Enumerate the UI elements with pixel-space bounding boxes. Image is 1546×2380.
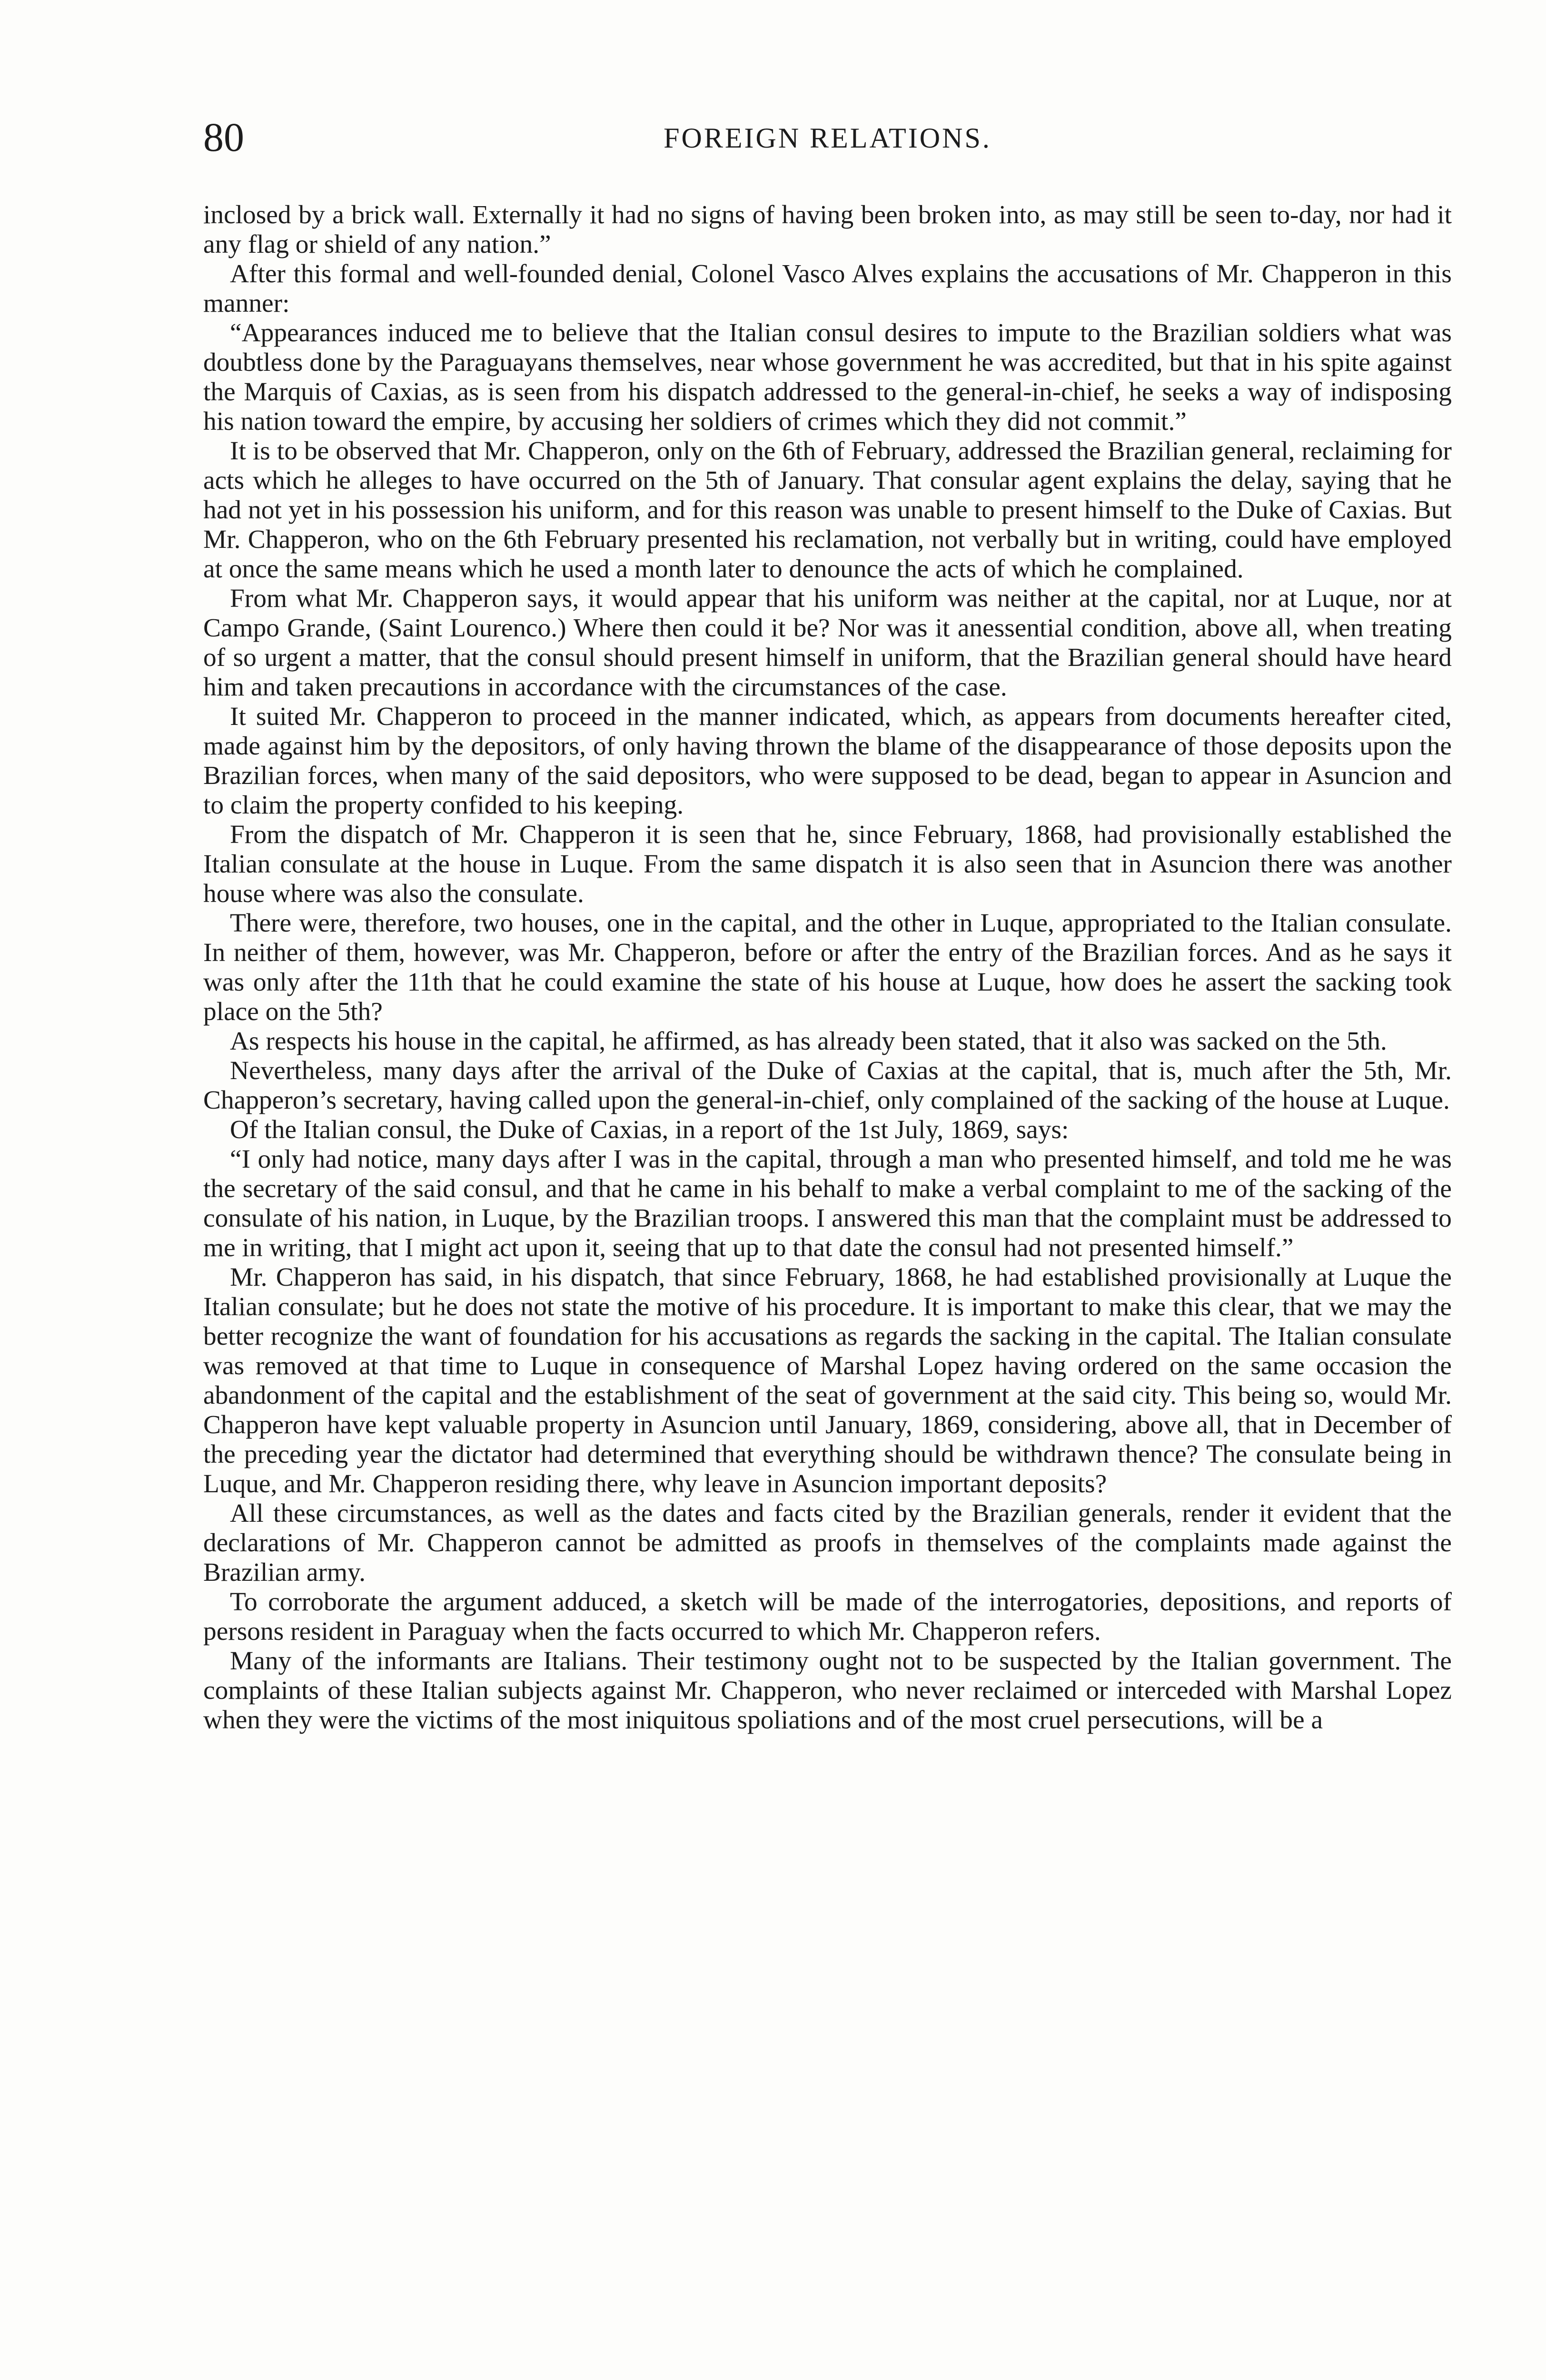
paragraph: Nevertheless, many days after the arrival of the Duke of Caxias at the capital, that is, much after the 5th, Mr. Chapperon’s secretary, having called upon the general-in-chief, only complained of the sacking of the house at Luque. xyxy=(203,1056,1452,1114)
paragraph: It suited Mr. Chapperon to proceed in the manner indicated, which, as appears from documents hereafter cited, made against him by the depositors, of only having thrown the blame of the disappearance of those deposits upon the Brazilian forces, when many of the said depositors, who were supposed to be dead, began to appear in Asuncion and to claim the property confided to his keeping. xyxy=(203,702,1452,819)
paragraph: There were, therefore, two houses, one in the capital, and the other in Luque, appropriated to the Italian consulate. In neither of them, however, was Mr. Chapperon, before or after the entry of the Brazilian forces. And as he says it was only after the 11th that he could examine the state of his house at Luque, how does he assert the sacking took place on the 5th? xyxy=(203,908,1452,1026)
quoted-paragraph: “I only had notice, many days after I was in the capital, through a man who presented himself, and told me he was the secretary of the said consul, and that he came in his behalf to make a verbal complaint to me of the sacking of the consulate of his nation, in Luque, by the Brazilian troops. I answered this man that the complaint must be addressed to me in writing, that I might act upon it, seeing that up to that date the consul had not presented himself.” xyxy=(203,1144,1452,1262)
paragraph: From what Mr. Chapperon says, it would appear that his uniform was neither at the capital, nor at Luque, nor at Campo Grande, (Saint Lourenco.) Where then could it be? Nor was it anessential condition, above all, when treating of so urgent a matter, that the consul should present himself in uniform, that the Brazilian general should have heard him and taken precautions in accordance with the circumstances of the case. xyxy=(203,584,1452,701)
paragraph: All these circumstances, as well as the dates and facts cited by the Brazilian generals, render it evident that the declarations of Mr. Chapperon cannot be admitted as proofs in themselves of the complaints made against the Brazilian army. xyxy=(203,1498,1452,1587)
page-number: 80 xyxy=(203,114,244,160)
paragraph: From the dispatch of Mr. Chapperon it is seen that he, since February, 1868, had provisionally established the Italian consulate at the house in Luque. From the same dispatch it is also seen that in Asuncion there was another house where was also the consulate. xyxy=(203,820,1452,908)
paragraph: As respects his house in the capital, he affirmed, as has already been stated, that it also was sacked on the 5th. xyxy=(230,1026,1387,1055)
paragraph: After this formal and well-founded denial, Colonel Vasco Alves explains the accusations of Mr. Chapperon in this manner: xyxy=(203,259,1452,317)
page-header xyxy=(203,113,1452,166)
paragraph: To corroborate the argument adduced, a sketch will be made of the interrogatories, depositions, and reports of persons resident in Paraguay when the facts occurred to which Mr. Chapperon refers. xyxy=(203,1587,1452,1646)
paragraph: inclosed by a brick wall. Externally it had no signs of having been broken into, as may still be seen to-day, nor had it any flag or shield of any nation.” xyxy=(203,200,1452,258)
running-head: FOREIGN RELATIONS. xyxy=(664,122,991,154)
paragraph: Mr. Chapperon has said, in his dispatch, that since February, 1868, he had established provisionally at Luque the Italian consulate; but he does not state the motive of his procedure. It is important to make this clear, that we may the better recognize the want of foundation for his accusations as regards the sacking in the capital. The Italian consulate was removed at that time to Luque in consequence of Marshal Lopez having ordered on the same occasion the abandonment of the capital and the establishment of the seat of government at the said city. This being so, would Mr. Chapperon have kept valuable property in Asuncion until January, 1869, considering, above all, that in December of the preceding year the dictator had determined that everything should be withdrawn thence? The consulate being in Luque, and Mr. Chapperon residing there, why leave in Asuncion important deposits? xyxy=(203,1262,1452,1498)
quoted-paragraph: “Appearances induced me to believe that the Italian consul desires to impute to the Brazilian soldiers what was doubtless done by the Paraguayans themselves, near whose government he was accredited, but that in his spite against the Marquis of Caxias, as is seen from his dispatch addressed to the general-in-chief, he seeks a way of indisposing his nation toward the empire, by accusing her soldiers of crimes which they did not commit.” xyxy=(203,318,1452,436)
paragraph: Many of the informants are Italians. Their testimony ought not to be suspected by the Italian government. The complaints of these Italian subjects against Mr. Chapperon, who never reclaimed or interceded with Marshal Lopez when they were the victims of the most iniquitous spoliations and of the most cruel persecutions, will be a xyxy=(203,1646,1452,1734)
paragraph: Of the Italian consul, the Duke of Caxias, in a report of the 1st July, 1869, says: xyxy=(230,1115,1069,1144)
paragraph: It is to be observed that Mr. Chapperon, only on the 6th of February, addressed the Brazilian general, reclaiming for acts which he alleges to have occurred on the 5th of January. That consular agent explains the delay, saying that he had not yet in his possession his uniform, and for this reason was unable to present himself to the Duke of Caxias. But Mr. Chapperon, who on the 6th February presented his reclamation, not verbally but in writing, could have employed at once the same means which he used a month later to denounce the acts of which he complained. xyxy=(203,436,1452,583)
body-text xyxy=(203,200,1452,1735)
